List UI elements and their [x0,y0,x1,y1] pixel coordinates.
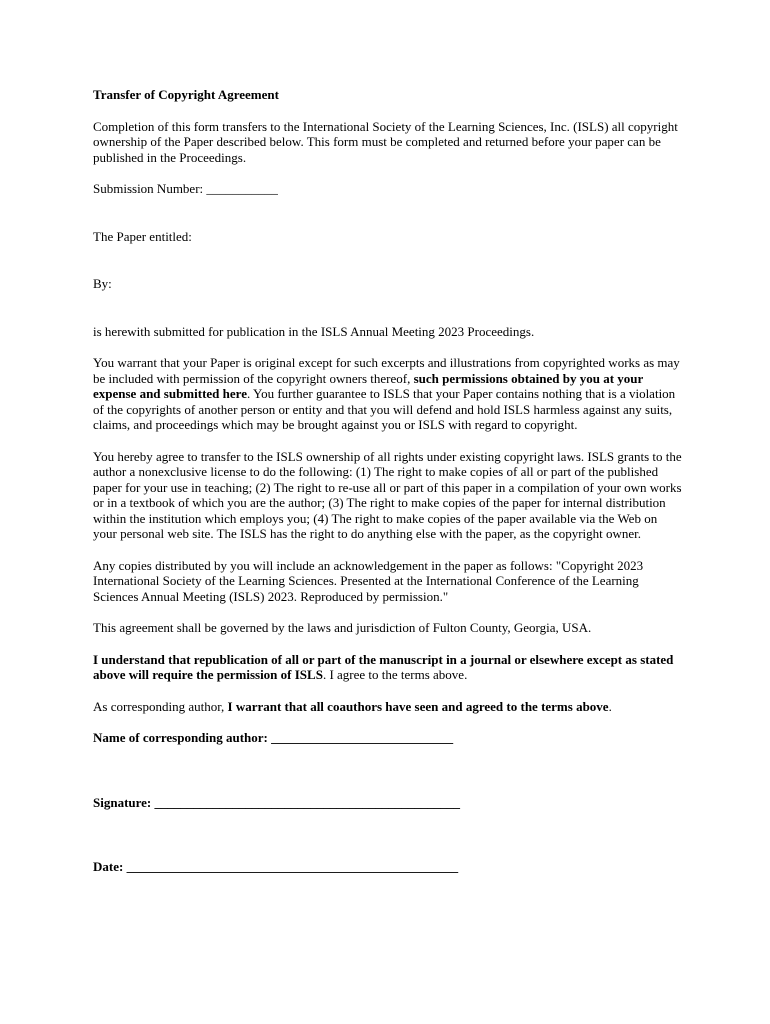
warranty-paragraph [93,355,683,433]
understand-bold-text: I understand that republication of all or part of the manuscript in a journal or elsewhere except as stated above will require the permission of ISLS [93,651,674,682]
corresponding-bold-text: I warrant that all coauthors have seen and agreed to the terms above [227,698,609,714]
submission-statement: is herewith submitted for publication in the ISLS Annual Meeting 2023 Proceedings. [93,323,535,339]
agreement-page [93,87,683,875]
date-field[interactable]: Date: ___________________________________________________ [93,859,459,874]
understand-paragraph [93,652,683,683]
governing-law-paragraph: This agreement shall be governed by the laws and jurisdiction of Fulton County, Georgia, USA. [93,620,592,635]
warranty-text-1: You warrant that your Paper is original except for such excerpts and illustrations from copyrighted works as may be included with permission of the copyright owners thereof, [93,355,680,386]
signature-field[interactable]: Signature: _______________________________________________ [93,794,461,810]
authors-label: By: [93,276,112,291]
warranty-bold-text: such permissions obtained by you at your expense and submitted here [93,370,644,401]
document-title: Transfer of Copyright Agreement [93,87,279,102]
copies-paragraph: Any copies distributed by you will include an acknowledgement in the paper as follows: "Copyright 2023 International Society of the Learning Sciences. Presented at the International Conference of the Learning Sciences Annual Meeting (ISLS) 2023. Reproduced by permission." [93,557,644,604]
corresponding-text-2: . [608,698,612,714]
warranty-text-2: . You further guarantee to ISLS that your Paper contains nothing that is a violation of the copyrights of another person or entity and that you will defend and hold ISLS harmless against any suits, claims, and proceedings which may be brought against you or ISLS with regard to copyright. [93,386,676,432]
paper-title-label: The Paper entitled: [93,228,192,244]
corresponding-author-name-field[interactable]: Name of corresponding author: ____________________________ [93,730,454,745]
transfer-paragraph: You hereby agree to transfer to the ISLS ownership of all rights under existing copyright laws. ISLS grants to the author a nonexclusive license to do the following: (1) The right to make copies of all or part of the published paper for your use in teaching; (2) The right to re-use all or part of this paper in a compilation of your own works or in a textbook of which you are the author; (3) The right to make copies of the paper for internal distribution within the institution which employs you; (4) The right to make copies of the paper available via the Web on your personal web site. The ISLS has the right to do anything else with the paper, as the copyright owner. [93,448,682,541]
corresponding-author-paragraph [93,699,683,715]
intro-paragraph: Completion of this form transfers to the International Society of the Learning Sciences, Inc. (ISLS) all copyright ownership of the Paper described below. This form must be completed and returned before your paper can be published in the Proceedings. [93,118,678,165]
understand-text: . I agree to the terms above. [322,667,468,682]
submission-number-field: Submission Number: ___________ [93,181,278,196]
corresponding-text-1: As corresponding author, [93,698,228,714]
